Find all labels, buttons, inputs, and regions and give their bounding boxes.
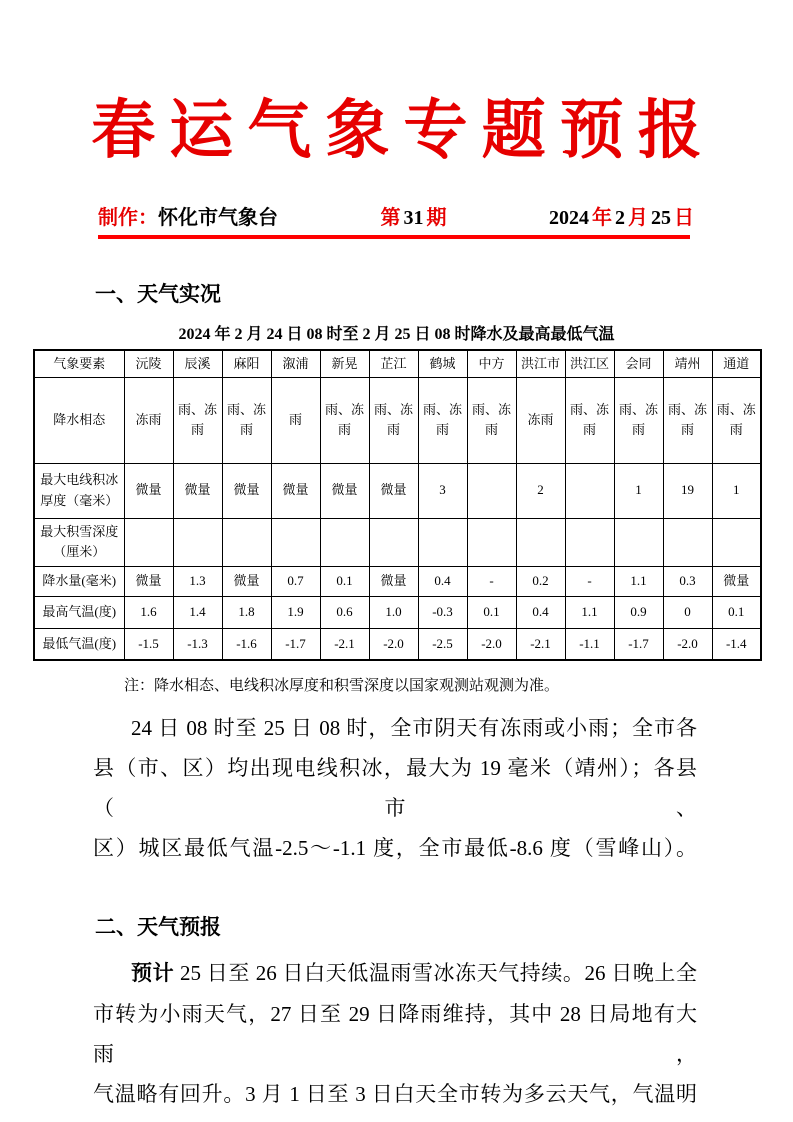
table-cell: -1.3	[173, 628, 222, 660]
table-cell: 0.3	[663, 566, 712, 596]
table-cell	[712, 518, 761, 566]
table-cell: 0.1	[712, 596, 761, 628]
table-cell: 雨、冻雨	[320, 377, 369, 463]
issue-date	[549, 204, 697, 232]
table-cell: -2.1	[516, 628, 565, 660]
column-header: 会同	[614, 350, 663, 377]
column-header: 溆浦	[271, 350, 320, 377]
red-divider	[98, 235, 690, 239]
summary-line-2: 县（市、区）均出现电线积冰，最大为 19 毫米（靖州）；各县（市、	[93, 756, 697, 820]
table-cell: 1.9	[271, 596, 320, 628]
table-cell: 雨、冻雨	[369, 377, 418, 463]
date-month-label: 月	[628, 207, 648, 229]
table-cell: 冻雨	[124, 377, 173, 463]
column-header: 新晃	[320, 350, 369, 377]
table-cell: -2.0	[663, 628, 712, 660]
column-header: 靖州	[663, 350, 712, 377]
column-header: 中方	[467, 350, 516, 377]
table-cell	[173, 518, 222, 566]
table-row	[34, 628, 761, 660]
table-row	[34, 566, 761, 596]
table-cell: -1.6	[222, 628, 271, 660]
table-cell: 微量	[173, 463, 222, 518]
table-cell	[467, 463, 516, 518]
row-label: 降水量(毫米)	[34, 566, 124, 596]
header-meta-line	[98, 204, 697, 232]
table-cell: 1	[614, 463, 663, 518]
forecast-paragraph	[93, 953, 697, 1114]
producer	[98, 204, 278, 232]
table-cell: -1.7	[614, 628, 663, 660]
column-header: 沅陵	[124, 350, 173, 377]
table-cell: 雨、冻雨	[222, 377, 271, 463]
issue-prefix: 第	[380, 207, 401, 229]
table-cell	[614, 518, 663, 566]
table-cell: 雨、冻雨	[418, 377, 467, 463]
table-cell: 0.1	[320, 566, 369, 596]
table-cell: 2	[516, 463, 565, 518]
table-header	[34, 350, 761, 377]
table-cell: -1.4	[712, 628, 761, 660]
column-header: 鹤城	[418, 350, 467, 377]
table-cell: -0.3	[418, 596, 467, 628]
table-cell: -1.5	[124, 628, 173, 660]
date-month: 2	[615, 207, 625, 229]
table-cell: -2.0	[467, 628, 516, 660]
table-cell: 0	[663, 596, 712, 628]
table-cell: 雨、冻雨	[614, 377, 663, 463]
table-cell: 雨	[271, 377, 320, 463]
table-row	[34, 518, 761, 566]
issue-number-value: 31	[403, 207, 424, 229]
table-cell: -2.5	[418, 628, 467, 660]
column-header: 洪江市	[516, 350, 565, 377]
column-header: 气象要素	[34, 350, 124, 377]
forecast-lead: 预计	[131, 962, 175, 985]
column-header: 通道	[712, 350, 761, 377]
table-cell: 雨、冻雨	[565, 377, 614, 463]
column-header: 麻阳	[222, 350, 271, 377]
table-body	[34, 377, 761, 660]
weather-summary-paragraph	[93, 708, 697, 868]
section2-heading: 二、天气预报	[95, 916, 221, 939]
table-cell: -	[467, 566, 516, 596]
table-cell: 1.8	[222, 596, 271, 628]
row-label: 最高气温(度)	[34, 596, 124, 628]
table-cell: 1.0	[369, 596, 418, 628]
table-cell: 微量	[369, 463, 418, 518]
table-cell	[516, 518, 565, 566]
table-cell: 0.2	[516, 566, 565, 596]
table-cell: -1.1	[565, 628, 614, 660]
table-cell	[222, 518, 271, 566]
weather-table	[33, 349, 762, 661]
forecast-line-3: 气温略有回升。3 月 1 日至 3 日白天全市转为多云天气，气温明	[93, 1082, 697, 1106]
table-cell: 3	[418, 463, 467, 518]
table-cell	[418, 518, 467, 566]
table-cell	[565, 463, 614, 518]
column-header: 洪江区	[565, 350, 614, 377]
table-cell: -	[565, 566, 614, 596]
table-cell: 微量	[222, 566, 271, 596]
date-day-label: 日	[674, 207, 694, 229]
table-cell: 1	[712, 463, 761, 518]
table-cell	[565, 518, 614, 566]
table-cell	[124, 518, 173, 566]
issue-number	[381, 204, 447, 232]
table-cell: 0.6	[320, 596, 369, 628]
issue-suffix: 期	[426, 207, 447, 229]
table-cell: 19	[663, 463, 712, 518]
section1-heading: 一、天气实况	[95, 283, 221, 306]
table-cell: 雨、冻雨	[663, 377, 712, 463]
row-label: 最低气温(度)	[34, 628, 124, 660]
table-cell	[369, 518, 418, 566]
table-cell: 1.1	[565, 596, 614, 628]
producer-label: 制作：	[98, 207, 158, 229]
date-year: 2024	[549, 207, 589, 229]
table-note: 注：降水相态、电线积冰厚度和积雪深度以国家观测站观测为准。	[124, 678, 560, 694]
table-cell: 微量	[320, 463, 369, 518]
table-cell: 微量	[712, 566, 761, 596]
table-cell: -2.1	[320, 628, 369, 660]
table-cell: 冻雨	[516, 377, 565, 463]
summary-line-1: 24 日 08 时至 25 日 08 时，全市阴天有冻雨或小雨；全市各	[131, 716, 697, 740]
table-cell: 0.7	[271, 566, 320, 596]
table-row	[34, 377, 761, 463]
table-title: 2024 年 2 月 24 日 08 时至 2 月 25 日 08 时降水及最高最低气温	[178, 326, 615, 343]
table-cell: 1.4	[173, 596, 222, 628]
table-cell: 1.3	[173, 566, 222, 596]
table-row	[34, 596, 761, 628]
table-cell: 0.1	[467, 596, 516, 628]
table-header-row	[34, 350, 761, 377]
table-cell: 1.1	[614, 566, 663, 596]
column-header: 辰溪	[173, 350, 222, 377]
table-cell: -1.7	[271, 628, 320, 660]
table-cell: -2.0	[369, 628, 418, 660]
forecast-line-1-rest: 25 日至 26 日白天低温雨雪冰冻天气持续。26 日晚上全	[174, 961, 698, 985]
row-label: 最大积雪深度（厘米）	[34, 518, 124, 566]
forecast-line-1	[93, 953, 697, 994]
table-cell	[467, 518, 516, 566]
table-cell: 微量	[124, 566, 173, 596]
table-cell: 微量	[124, 463, 173, 518]
table-cell	[271, 518, 320, 566]
table-cell: 微量	[222, 463, 271, 518]
table-cell: 雨、冻雨	[712, 377, 761, 463]
table-cell: 0.4	[516, 596, 565, 628]
forecast-line-2: 市转为小雨天气，27 日至 29 日降雨维持，其中 28 日局地有大雨，	[93, 1002, 697, 1066]
row-label: 最大电线积冰厚度（毫米）	[34, 463, 124, 518]
date-day: 25	[651, 207, 671, 229]
table-cell: 雨、冻雨	[467, 377, 516, 463]
row-label: 降水相态	[34, 377, 124, 463]
producer-value: 怀化市气象台	[158, 207, 278, 229]
table-cell: 1.6	[124, 596, 173, 628]
document-title: 春运气象专题预报	[91, 93, 716, 168]
table-cell: 0.9	[614, 596, 663, 628]
table-cell	[663, 518, 712, 566]
table-cell	[320, 518, 369, 566]
table-cell: 0.4	[418, 566, 467, 596]
table-cell: 雨、冻雨	[173, 377, 222, 463]
date-year-label: 年	[592, 207, 612, 229]
table-cell: 微量	[369, 566, 418, 596]
table-cell: 微量	[271, 463, 320, 518]
column-header: 芷江	[369, 350, 418, 377]
summary-line-3: 区）城区最低气温-2.5～-1.1 度，全市最低-8.6 度（雪峰山）。	[93, 836, 697, 860]
table-row	[34, 463, 761, 518]
